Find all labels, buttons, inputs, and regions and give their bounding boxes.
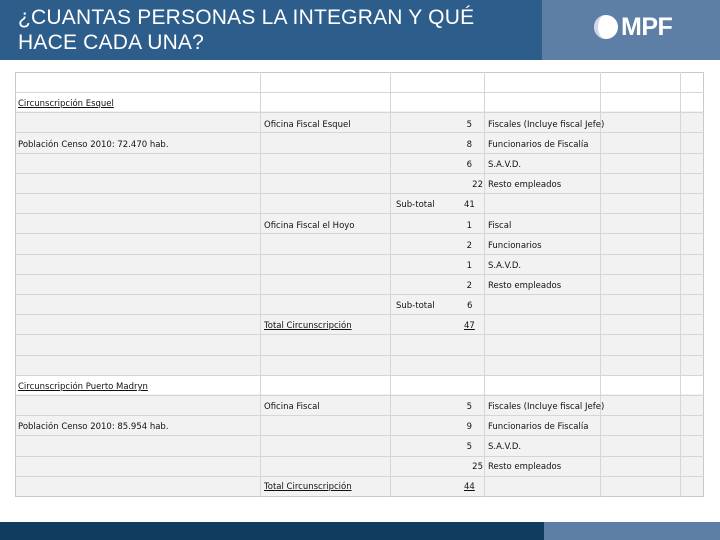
staff-role: S.A.V.D. [488,442,522,452]
staff-count: 1 [466,261,472,271]
staff-count: 2 [466,281,472,291]
staff-role: Funcionarios de Fiscalía [488,140,589,150]
staff-count: 9 [466,422,472,432]
staff-role: Fiscal [488,221,512,231]
grid-line [680,72,681,497]
staff-count: 5 [466,120,472,130]
section-heading-esquel: Circunscripción Esquel [18,99,114,109]
staff-role: Resto empleados [488,462,562,472]
staff-role: Funcionarios [488,241,542,251]
office-name: Oficina Fiscal el Hoyo [264,221,355,231]
page-title: ¿CUANTAS PERSONAS LA INTEGRAN Y QUÉ HACE CADA UNA? [18,6,475,54]
subtotal-label: Sub-total [396,301,435,311]
subtotal-label: Sub-total [396,200,435,210]
total-label: Total Circunscripción [264,482,352,492]
staff-count: 8 [466,140,472,150]
mpf-circle-logo-icon [593,14,619,40]
office-name: Oficina Fiscal [264,402,320,412]
population-madryn: Población Censo 2010: 85.954 hab. [18,422,169,432]
footer-accent [544,522,720,540]
subtotal-value: 41 [464,200,475,210]
staff-role: Fiscales (Incluye fiscal Jefe) [488,120,605,130]
staff-count: 5 [466,402,472,412]
logo-text: MPF [621,13,673,41]
total-value: 47 [464,321,475,331]
subtotal-value: 6 [467,301,473,311]
total-value: 44 [464,482,475,492]
staff-count: 25 [472,462,483,472]
staff-count: 22 [472,180,483,190]
staff-role: Resto empleados [488,180,562,190]
staff-role: Funcionarios de Fiscalía [488,422,589,432]
office-name: Oficina Fiscal Esquel [264,120,351,130]
total-label: Total Circunscripción [264,321,352,331]
staff-role: Resto empleados [488,281,562,291]
grid-line [484,72,485,497]
population-esquel: Población Censo 2010: 72.470 hab. [18,140,169,150]
staff-count: 2 [466,241,472,251]
grid-line [390,72,391,497]
staff-role: S.A.V.D. [488,160,522,170]
grid-line [260,72,261,497]
staff-count: 6 [466,160,472,170]
grid-line [600,72,601,497]
section-heading-madryn: Circunscripción Puerto Madryn [18,382,148,392]
staff-count: 1 [466,221,472,231]
staff-count: 5 [466,442,472,452]
footer-bar [0,522,544,540]
staff-role: Fiscales (Incluye fiscal Jefe) [488,402,605,412]
staff-role: S.A.V.D. [488,261,522,271]
